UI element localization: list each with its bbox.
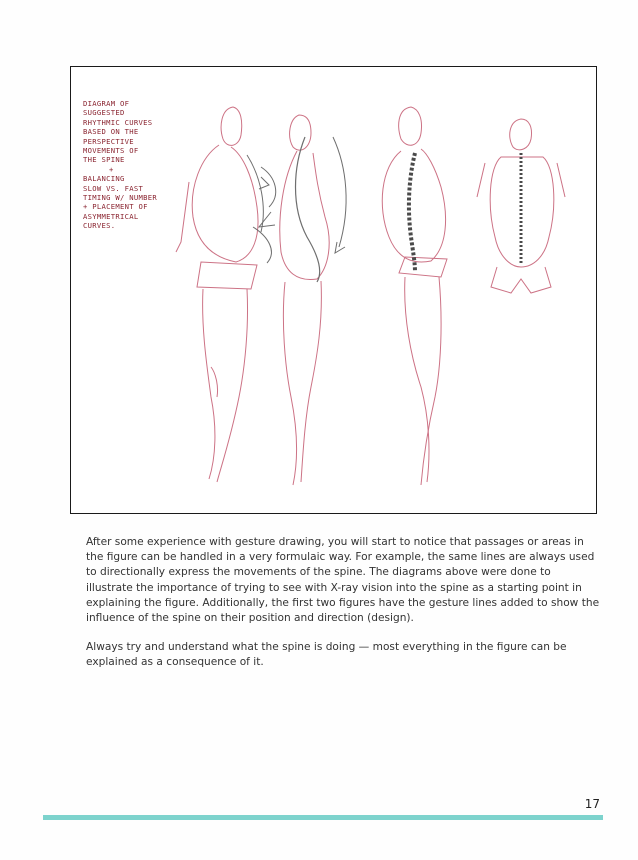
note-line: BALANCING: [83, 174, 125, 184]
handwritten-notes: [83, 99, 233, 231]
note-line: BASED ON THE: [83, 127, 139, 137]
note-line: TIMING W/ NUMBER: [83, 193, 158, 203]
note-line: THE SPINE: [83, 155, 125, 165]
note-line: ASYMMETRICAL: [83, 211, 139, 221]
note-line: MOVEMENTS OF: [83, 146, 139, 156]
paragraph: Always try and understand what the spine is doing — most everything in the figure can be explained as a consequence of it.: [86, 641, 567, 669]
note-line: + PLACEMENT OF: [83, 202, 148, 212]
footer-rule: [43, 815, 603, 820]
note-line: SUGGESTED: [83, 108, 125, 118]
illustration-frame: [70, 66, 597, 514]
note-line: SLOW VS. FAST: [83, 183, 144, 193]
note-line: RHYTHMIC CURVES: [83, 117, 153, 127]
body-text: [86, 535, 600, 685]
figure-4-sketch: [477, 119, 565, 293]
note-line: PERSPECTIVE: [83, 136, 134, 146]
note-line: +: [109, 164, 114, 174]
figure-2-sketch: [259, 115, 346, 485]
note-line: DIAGRAM OF: [83, 99, 130, 108]
note-line: CURVES.: [83, 221, 116, 231]
paragraph: After some experience with gesture drawing, you will start to notice that passages or areas in the figure can be handled in a very formulaic way. For example, the same lines are always used to directionally express the movements of the spine. The diagrams above were done to illustrate the importance of trying to see with X-ray vision into the spine as a starting point in explaining the figure. Additionally, the first two figures have the gesture lines added to show the influence of the spine on their position and direction (design).: [86, 536, 600, 625]
page-number: 17: [584, 797, 600, 811]
figure-3-sketch: [382, 107, 447, 485]
